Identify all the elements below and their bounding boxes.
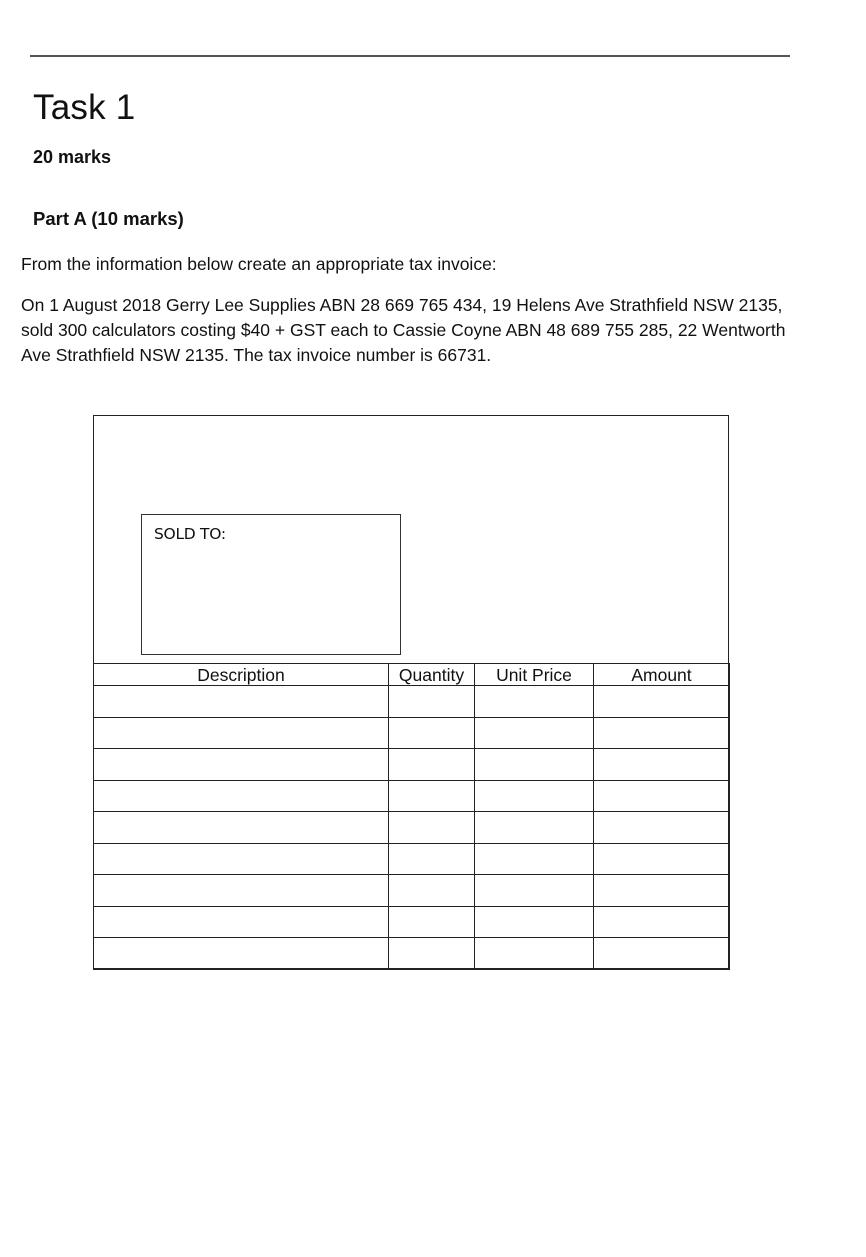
amount-cell[interactable] bbox=[594, 717, 730, 749]
table-row bbox=[94, 717, 730, 749]
sold-to-box[interactable] bbox=[141, 514, 401, 655]
description-cell[interactable] bbox=[94, 717, 389, 749]
quantity-cell[interactable] bbox=[389, 717, 475, 749]
table-row bbox=[94, 938, 730, 970]
description-cell[interactable] bbox=[94, 938, 389, 970]
amount-cell[interactable] bbox=[594, 906, 730, 938]
description-cell[interactable] bbox=[94, 906, 389, 938]
unit-price-cell[interactable] bbox=[475, 686, 594, 718]
quantity-cell[interactable] bbox=[389, 780, 475, 812]
unit-price-cell[interactable] bbox=[475, 780, 594, 812]
scenario-text: On 1 August 2018 Gerry Lee Supplies ABN 28 669 765 434, 19 Helens Ave Strathfield NSW 2135, sold 300 calculators costing $40 + GST each to Cassie Coyne ABN 48 689 755 285, 22 Wentworth Ave Strathfield NSW 2135. The tax invoice number is 66731. bbox=[21, 295, 786, 365]
unit-price-header: Unit Price bbox=[475, 664, 594, 686]
table-row bbox=[94, 780, 730, 812]
part-heading: Part A (10 marks) bbox=[33, 208, 184, 229]
invoice-line-items-table bbox=[93, 663, 730, 970]
table-row bbox=[94, 843, 730, 875]
unit-price-cell[interactable] bbox=[475, 875, 594, 907]
top-divider bbox=[30, 55, 790, 57]
description-header: Description bbox=[94, 664, 389, 686]
table-row bbox=[94, 749, 730, 781]
sold-to-label: SOLD TO: bbox=[154, 525, 226, 543]
unit-price-cell[interactable] bbox=[475, 938, 594, 970]
quantity-cell[interactable] bbox=[389, 686, 475, 718]
description-cell[interactable] bbox=[94, 812, 389, 844]
description-cell[interactable] bbox=[94, 843, 389, 875]
table-row bbox=[94, 812, 730, 844]
description-cell[interactable] bbox=[94, 749, 389, 781]
unit-price-cell[interactable] bbox=[475, 749, 594, 781]
amount-header: Amount bbox=[594, 664, 730, 686]
quantity-cell[interactable] bbox=[389, 843, 475, 875]
quantity-cell[interactable] bbox=[389, 749, 475, 781]
marks-label: 20 marks bbox=[33, 147, 112, 167]
amount-cell[interactable] bbox=[594, 938, 730, 970]
quantity-header: Quantity bbox=[389, 664, 475, 686]
unit-price-cell[interactable] bbox=[475, 717, 594, 749]
tax-invoice-template bbox=[93, 415, 729, 969]
task-title: Task 1 bbox=[33, 88, 136, 127]
instruction-text: From the information below create an appropriate tax invoice: bbox=[21, 254, 497, 274]
quantity-cell[interactable] bbox=[389, 906, 475, 938]
quantity-cell[interactable] bbox=[389, 938, 475, 970]
quantity-cell[interactable] bbox=[389, 875, 475, 907]
quantity-cell[interactable] bbox=[389, 812, 475, 844]
description-cell[interactable] bbox=[94, 686, 389, 718]
amount-cell[interactable] bbox=[594, 875, 730, 907]
table-row bbox=[94, 906, 730, 938]
amount-cell[interactable] bbox=[594, 749, 730, 781]
table-row bbox=[94, 875, 730, 907]
amount-cell[interactable] bbox=[594, 780, 730, 812]
amount-cell[interactable] bbox=[594, 843, 730, 875]
table-header-row bbox=[94, 664, 730, 686]
unit-price-cell[interactable] bbox=[475, 812, 594, 844]
table-row bbox=[94, 686, 730, 718]
line-items-body bbox=[94, 686, 730, 970]
description-cell[interactable] bbox=[94, 875, 389, 907]
description-cell[interactable] bbox=[94, 780, 389, 812]
unit-price-cell[interactable] bbox=[475, 906, 594, 938]
amount-cell[interactable] bbox=[594, 812, 730, 844]
amount-cell[interactable] bbox=[594, 686, 730, 718]
unit-price-cell[interactable] bbox=[475, 843, 594, 875]
